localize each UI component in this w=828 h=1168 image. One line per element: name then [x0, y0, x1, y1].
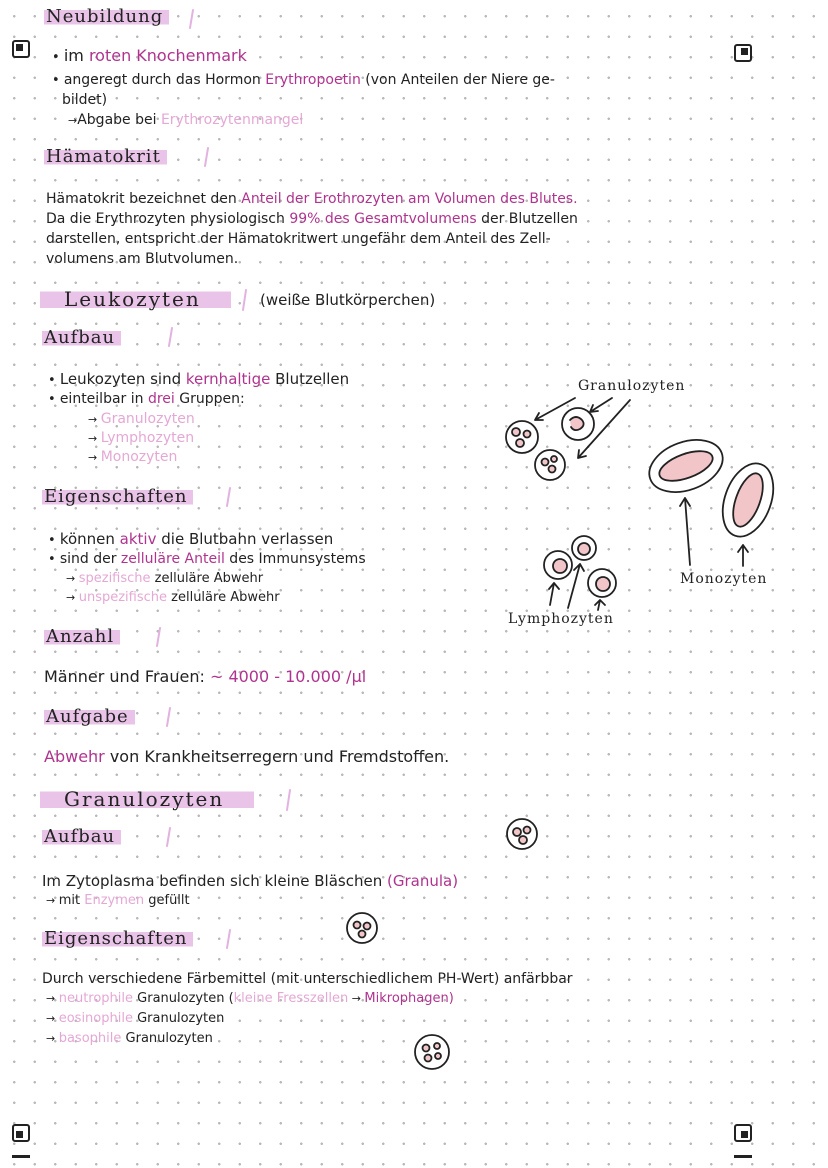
monozyt-cell-icon: [642, 430, 730, 501]
granulozyt-cell-icon: [415, 1035, 449, 1069]
arrow-icon: [595, 600, 605, 610]
leukozyten-group-3: → Monozyten: [88, 449, 178, 465]
neubildung-line-2: • angeregt durch das Hormon Erythropoetin (von Anteilen der Niere ge-: [52, 72, 555, 88]
subheading-granulozyten-eigenschaften: Eigenschaften: [42, 928, 193, 949]
leukozyten-eig-line-2: • sind der zelluläre Anteil des Immunsystems: [48, 551, 366, 567]
granulozyt-cell-icon: [506, 421, 538, 453]
section-heading-neubildung: Neubildung: [44, 6, 169, 27]
haematokrit-line-3: darstellen, entspricht der Hämatokritwert ungefähr dem Anteil des Zell-: [46, 231, 551, 247]
leukozyten-eig-line-4: → unspezifische zelluläre Abwehr: [66, 590, 280, 605]
arrow-icon: [738, 545, 748, 566]
leukozyten-aufgabe-text: Abwehr von Krankheitserregern und Fremdstoffen.: [44, 747, 450, 766]
granulozyten-aufbau-line-1: Im Zytoplasma befinden sich kleine Bläschen (Granula): [42, 872, 459, 890]
granulozyten-eig-line-1: Durch verschiedene Färbemittel (mit unterschiedlichem PH-Wert) anfärbbar: [42, 971, 573, 987]
lymphozyt-cell-icon: [588, 569, 616, 597]
subheading-leukozyten-eigenschaften: Eigenschaften: [42, 486, 193, 507]
arrow-icon: [590, 398, 612, 412]
diagram-label-lymphozyten: Lymphozyten: [508, 611, 614, 627]
granulozyten-eig-line-3: → eosinophile Granulozyten: [46, 1011, 225, 1026]
subheading-leukozyten-aufgabe: Aufgabe: [44, 706, 135, 727]
leukozyten-anzahl-text: Männer und Frauen: ~ 4000 - 10.000 /µl: [44, 667, 367, 686]
haematokrit-line-4: volumens am Blutvolumen.: [46, 251, 239, 267]
leukozyten-eig-line-3: → spezifische zelluläre Abwehr: [66, 571, 264, 586]
diagram-label-granulozyten: Granulozyten: [578, 378, 686, 394]
subheading-leukozyten-aufbau: Aufbau: [42, 327, 121, 348]
section-heading-granulozyten: Granulozyten: [40, 787, 254, 811]
granulozyten-aufbau-line-2: → mit Enzymen gefüllt: [46, 893, 190, 908]
leukozyten-aufbau-line-2: • einteilbar in drei Gruppen:: [48, 391, 245, 407]
neubildung-line-3: →Abgabe bei Erythrozytenmangel: [68, 112, 304, 128]
neubildung-line-1: • im roten Knochenmark: [52, 46, 247, 65]
lymphozyt-cell-icon: [572, 536, 596, 560]
leukozyten-group-2: → Lymphozyten: [88, 430, 195, 446]
granulozyt-cell-icon: [535, 450, 565, 480]
leukozyten-subtitle: (weiße Blutkörperchen): [260, 291, 436, 309]
granulozyten-eig-line-2: → neutrophile Granulozyten (kleine Fresszellen → Mikrophagen): [46, 991, 454, 1006]
granulozyt-cell-icon: [347, 913, 377, 943]
diagram-label-monozyten: Monozyten: [680, 571, 768, 587]
granulozyt-cell-icon: [507, 819, 537, 849]
monozyt-cell-icon: [713, 456, 782, 543]
leukozyten-group-1: → Granulozyten: [88, 411, 195, 427]
lymphozyt-cell-icon: [544, 551, 572, 579]
leukozyten-eig-line-1: • können aktiv die Blutbahn verlassen: [48, 530, 334, 548]
subheading-leukozyten-anzahl: Anzahl: [44, 626, 120, 647]
leukozyten-aufbau-line-1: • Leukozyten sind kernhaltige Blutzellen: [48, 370, 350, 388]
arrow-icon: [549, 583, 559, 605]
subheading-granulozyten-aufbau: Aufbau: [42, 826, 121, 847]
haematokrit-line-2: Da die Erythrozyten physiologisch 99% des Gesamtvolumens der Blutzellen: [46, 211, 578, 227]
granulozyten-eig-line-4: → basophile Granulozyten: [46, 1031, 213, 1046]
section-heading-leukozyten: Leukozyten: [40, 287, 231, 311]
section-heading-haematokrit: Hämatokrit: [44, 146, 167, 167]
neubildung-line-2-cont: bildet): [62, 92, 108, 108]
haematokrit-line-1: Hämatokrit bezeichnet den Anteil der Erothrozyten am Volumen des Blutes.: [46, 191, 578, 207]
arrow-icon: [680, 498, 690, 565]
granulozyt-cell-icon: [562, 408, 594, 440]
